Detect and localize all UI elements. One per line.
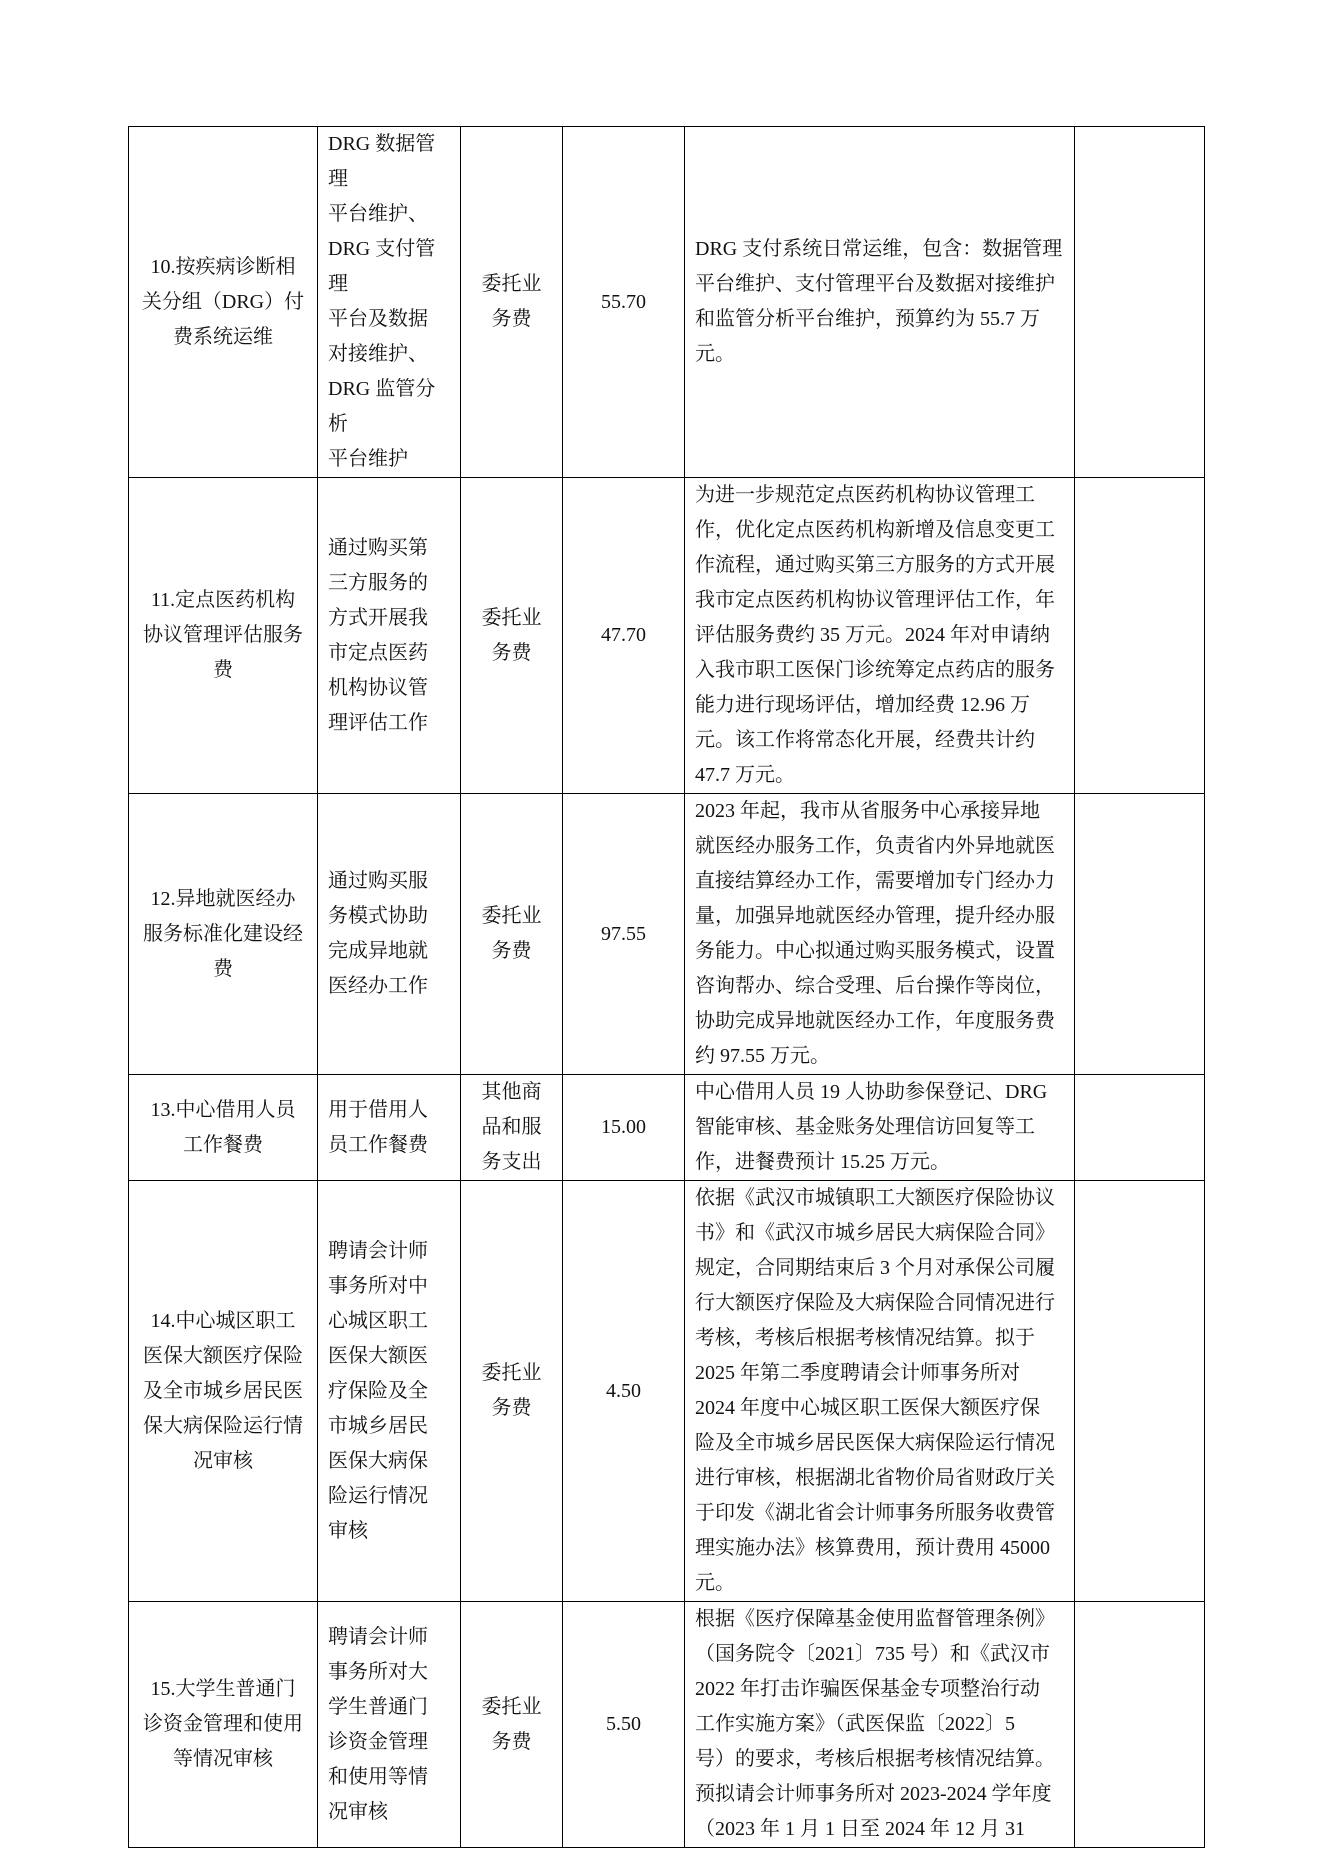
- calculation-basis-cell: 2023 年起，我市从省服务中心承接异地 就医经办服务工作，负责省内外异地就医 直接结算经办工作，需要增加专门经办力 量，加强异地就医经办管理，提升经办服 务能力。中心拟通过购买服务模式，设置 咨询帮办、综合受理、后台操作等岗位， 协助完成异地就医经办工作，年度服务费 约 97.55 万元。: [685, 794, 1075, 1075]
- project-content-cell: 聘请会计师 事务所对大 学生普通门 诊资金管理 和使用等情 况审核: [318, 1602, 461, 1848]
- project-content-cell: 用于借用人 员工作餐费: [318, 1075, 461, 1181]
- note-cell: [1075, 1602, 1205, 1848]
- amount-cell: 4.50: [563, 1181, 685, 1602]
- calculation-basis-cell: 中心借用人员 19 人协助参保登记、DRG 智能审核、基金账务处理信访回复等工 作，进餐费预计 15.25 万元。: [685, 1075, 1075, 1181]
- budget-table: [128, 126, 1205, 1848]
- project-name-cell: 14.中心城区职工 医保大额医疗保险 及全市城乡居民医 保大病保险运行情 况审核: [129, 1181, 318, 1602]
- project-content-cell: 通过购买第 三方服务的 方式开展我 市定点医药 机构协议管 理评估工作: [318, 478, 461, 794]
- table-row: [129, 478, 1205, 794]
- table-row: [129, 1602, 1205, 1848]
- amount-cell: 55.70: [563, 127, 685, 478]
- expense-category-cell: 委托业 务费: [461, 1602, 563, 1848]
- budget-table-body: [129, 127, 1205, 1848]
- project-content-cell: DRG 数据管理 平台维护、 DRG 支付管理 平台及数据 对接维护、 DRG 监管分析 平台维护: [318, 127, 461, 478]
- note-cell: [1075, 478, 1205, 794]
- table-row: [129, 794, 1205, 1075]
- expense-category-cell: 委托业 务费: [461, 794, 563, 1075]
- project-name-cell: 15.大学生普通门 诊资金管理和使用 等情况审核: [129, 1602, 318, 1848]
- table-row: [129, 127, 1205, 478]
- table-row: [129, 1075, 1205, 1181]
- amount-cell: 15.00: [563, 1075, 685, 1181]
- project-name-cell: 11.定点医药机构 协议管理评估服务 费: [129, 478, 318, 794]
- calculation-basis-cell: 为进一步规范定点医药机构协议管理工 作，优化定点医药机构新增及信息变更工 作流程，通过购买第三方服务的方式开展 我市定点医药机构协议管理评估工作，年 评估服务费约 35 万元。2024 年对申请纳 入我市职工医保门诊统筹定点药店的服务 能力进行现场评估，增加经费 12.96 万 元。该工作将常态化开展，经费共计约 47.7 万元。: [685, 478, 1075, 794]
- calculation-basis-cell: DRG 支付系统日常运维，包含：数据管理 平台维护、支付管理平台及数据对接维护 和监管分析平台维护，预算约为 55.7 万 元。: [685, 127, 1075, 478]
- amount-cell: 47.70: [563, 478, 685, 794]
- calculation-basis-cell: 依据《武汉市城镇职工大额医疗保险协议 书》和《武汉市城乡居民大病保险合同》 规定，合同期结束后 3 个月对承保公司履 行大额医疗保险及大病保险合同情况进行 考核，考核后根据考核情况结算。拟于 2025 年第二季度聘请会计师事务所对 2024 年度中心城区职工医保大额医疗保 险及全市城乡居民医保大病保险运行情况 进行审核，根据湖北省物价局省财政厅关 于印发《湖北省会计师事务所服务收费管 理实施办法》核算费用，预计费用 45000 元。: [685, 1181, 1075, 1602]
- calculation-basis-cell: 根据《医疗保障基金使用监督管理条例》 （国务院令〔2021〕735 号）和《武汉市 2022 年打击诈骗医保基金专项整治行动 工作实施方案》（武医保监〔2022〕5 号）的要求，考核后根据考核情况结算。 预拟请会计师事务所对 2023-2024 学年度 （2023 年 1 月 1 日至 2024 年 12 月 31: [685, 1602, 1075, 1848]
- project-content-cell: 聘请会计师 事务所对中 心城区职工 医保大额医 疗保险及全 市城乡居民 医保大病保 险运行情况 审核: [318, 1181, 461, 1602]
- amount-cell: 97.55: [563, 794, 685, 1075]
- expense-category-cell: 其他商 品和服 务支出: [461, 1075, 563, 1181]
- expense-category-cell: 委托业 务费: [461, 127, 563, 478]
- note-cell: [1075, 794, 1205, 1075]
- project-name-cell: 12.异地就医经办 服务标准化建设经 费: [129, 794, 318, 1075]
- note-cell: [1075, 1181, 1205, 1602]
- expense-category-cell: 委托业 务费: [461, 478, 563, 794]
- table-row: [129, 1181, 1205, 1602]
- project-name-cell: 13.中心借用人员 工作餐费: [129, 1075, 318, 1181]
- amount-cell: 5.50: [563, 1602, 685, 1848]
- expense-category-cell: 委托业 务费: [461, 1181, 563, 1602]
- project-content-cell: 通过购买服 务模式协助 完成异地就 医经办工作: [318, 794, 461, 1075]
- note-cell: [1075, 1075, 1205, 1181]
- project-name-cell: 10.按疾病诊断相 关分组（DRG）付 费系统运维: [129, 127, 318, 478]
- note-cell: [1075, 127, 1205, 478]
